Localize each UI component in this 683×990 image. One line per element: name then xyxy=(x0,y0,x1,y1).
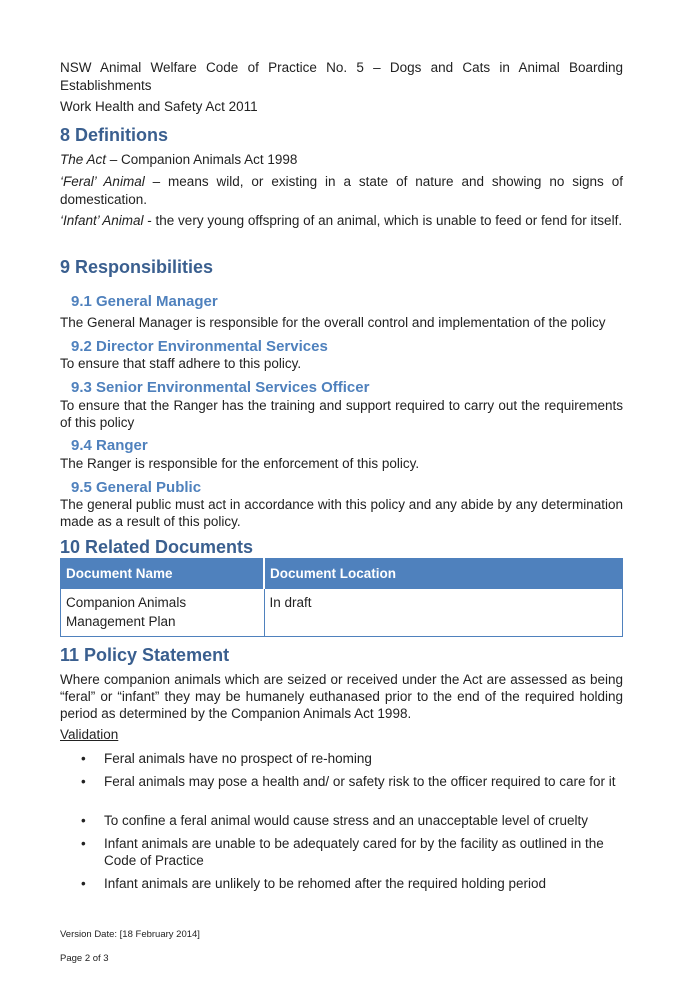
policy-statement-intro: Where companion animals which are seized or received under the Act are assessed as being “feral” or “infant” they may be humanely euthanased prior to the end of the required holding period as determined by the Companion Animals Act 1998. xyxy=(60,672,623,721)
subheading-general-manager: 9.1 General Manager xyxy=(71,293,218,310)
bullet-glyph: • xyxy=(81,876,86,891)
bullet-glyph: • xyxy=(81,774,86,789)
related-documents-heading: 10 Related Documents xyxy=(60,537,254,557)
reference-code-of-practice: NSW Animal Welfare Code of Practice No. 5 – Dogs and Cats in Animal Boarding Establishments xyxy=(60,60,623,93)
related-documents-table xyxy=(60,558,623,637)
responsibilities-heading: 9 Responsibilities xyxy=(60,257,214,277)
column-header-document-location: Document Location xyxy=(264,559,623,589)
definition-term: ‘Infant’ Animal xyxy=(60,213,144,228)
policy-statement-heading: 11 Policy Statement xyxy=(60,645,230,665)
list-item-text: Feral animals may pose a health and/ or safety risk to the officer required to care for it xyxy=(104,774,616,789)
bullet-glyph: • xyxy=(81,813,86,828)
responsibility-ranger: The Ranger is responsible for the enforcement of this policy. xyxy=(60,456,420,471)
column-header-document-name: Document Name xyxy=(61,559,265,589)
definition-infant-animal xyxy=(60,212,623,230)
cell-document-location: In draft xyxy=(264,589,623,637)
definition-the-act xyxy=(60,151,623,169)
validation-label: Validation xyxy=(60,727,119,742)
subheading-senior-officer: 9.3 Senior Environmental Services Officer xyxy=(71,379,370,396)
list-item-text: Feral animals have no prospect of re-homing xyxy=(104,751,372,766)
cell-document-name: Companion Animals Management Plan xyxy=(61,589,265,637)
footer-page-number: Page 2 of 3 xyxy=(60,953,109,964)
table-row xyxy=(61,589,623,637)
subheading-general-public: 9.5 General Public xyxy=(71,479,202,496)
footer-version-date: Version Date: [18 February 2014] xyxy=(60,929,200,940)
list-item xyxy=(60,875,667,892)
subheading-ranger: 9.4 Ranger xyxy=(71,437,148,454)
list-item xyxy=(60,812,667,829)
related-documents-table-wrap xyxy=(60,558,623,637)
definition-term: The Act xyxy=(60,152,107,167)
definitions-heading: 8 Definitions xyxy=(60,125,169,145)
table-header-row xyxy=(61,559,623,589)
definition-term: ‘Feral’ Animal xyxy=(60,174,145,189)
responsibility-senior-officer: To ensure that the Ranger has the training and support required to carry out the requirements of this policy xyxy=(60,398,623,430)
responsibility-general-public: The general public must act in accordance with this policy and any abide by any determination made as a result of this policy. xyxy=(60,497,623,529)
bullet-glyph: • xyxy=(81,751,86,766)
list-item xyxy=(60,750,667,767)
bullet-glyph: • xyxy=(81,836,86,851)
definition-text: - the very young offspring of an animal, which is unable to feed or fend for itself. xyxy=(143,213,623,228)
list-item xyxy=(60,835,623,869)
definition-text: – Companion Animals Act 1998 xyxy=(106,152,298,167)
definition-text: – means wild, or existing in a state of nature and showing no signs of domestication. xyxy=(60,174,623,207)
responsibility-director: To ensure that staff adhere to this policy. xyxy=(60,356,302,371)
definition-feral-animal xyxy=(60,173,623,209)
subheading-director-environmental-services: 9.2 Director Environmental Services xyxy=(71,338,328,355)
responsibility-general-manager: The General Manager is responsible for the overall control and implementation of the policy xyxy=(60,315,606,330)
list-item-text: Infant animals are unlikely to be rehomed after the required holding period xyxy=(104,876,547,891)
list-item-text: To confine a feral animal would cause stress and an unacceptable level of cruelty xyxy=(104,813,589,828)
reference-whs-act: Work Health and Safety Act 2011 xyxy=(60,99,258,114)
list-item-text: Infant animals are unable to be adequately cared for by the facility as outlined in the Code of Practice xyxy=(104,836,604,868)
list-item xyxy=(60,773,623,790)
